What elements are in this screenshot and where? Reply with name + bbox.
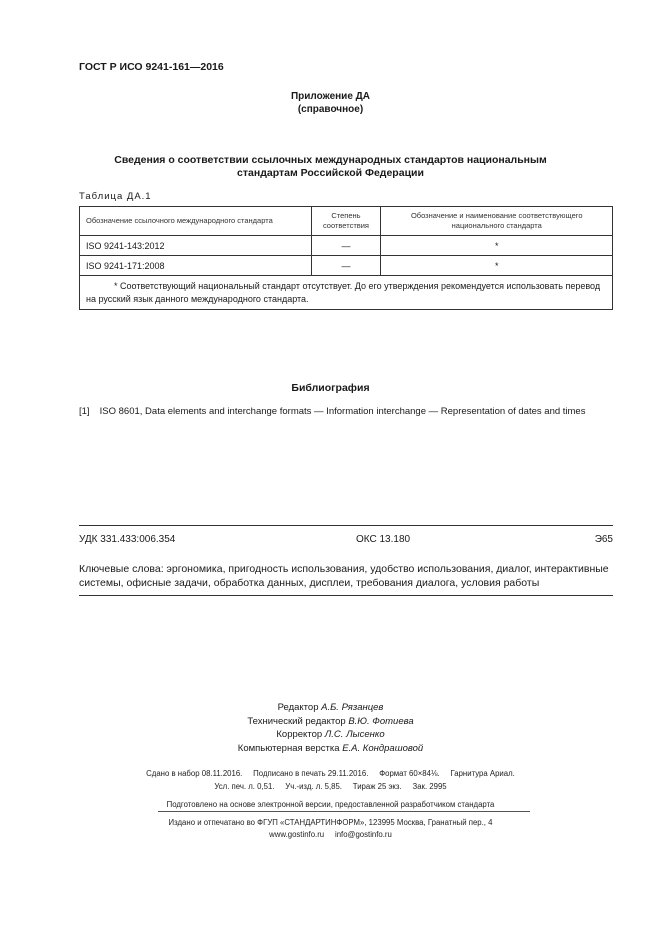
bibliography-item [79, 406, 585, 417]
header-standard: Обозначение ссылочного международного стандарта [80, 207, 312, 236]
correspondence-table [79, 206, 613, 310]
header-degree [311, 207, 381, 236]
imprint-divider [158, 811, 530, 812]
cell-standard: ISO 9241-171:2008 [80, 256, 312, 276]
imprint-source-note: Подготовлено на основе электронной версии, предоставленной разработчиком стандарта [166, 800, 495, 809]
credits-block [0, 701, 661, 755]
document-code: ГОСТ Р ИСО 9241-161—2016 [79, 61, 224, 73]
imprint-publisher: Издано и отпечатано во ФГУП «СТАНДАРТИНФОРМ», 123995 Москва, Гранатный пер., 4 [168, 818, 493, 827]
cell-national: * [381, 236, 613, 256]
credit-layout: Компьютерная верстка Е.А. Кондрашовой [237, 742, 424, 754]
table-row [80, 256, 613, 276]
cell-standard: ISO 9241-143:2012 [80, 236, 312, 256]
header-degree-line: соответствия [322, 221, 369, 230]
bibliography-item-text: ISO 8601, Data elements and interchange formats — Information interchange — Representation of dates and times [99, 406, 586, 417]
section-title [0, 154, 661, 180]
appendix-subtitle: (справочное) [297, 104, 364, 115]
header-national [381, 207, 613, 236]
cell-degree: — [311, 256, 381, 276]
imprint-contacts: www.gostinfo.ru info@gostinfo.ru [269, 830, 392, 839]
imprint-print-details: Сдано в набор 08.11.2016. Подписано в печать 29.11.2016. Формат 60×84⅛. Гарнитура Ариал. [146, 769, 515, 778]
header-degree-line: Степень [331, 211, 361, 220]
section-title-line: стандартам Российской Федерации [237, 167, 424, 179]
imprint-volume-details: Усл. печ. л. 0,51. Уч.-изд. л. 5,85. Тираж 25 экз. Зак. 2995 [214, 782, 447, 791]
category-code: Э65 [594, 534, 613, 545]
header-national-line: национального стандарта [451, 221, 542, 230]
table-note-row [80, 276, 613, 310]
header-national-line: Обозначение и наименование соответствующего [410, 211, 583, 220]
cell-national: * [381, 256, 613, 276]
table-caption: Таблица ДА.1 [79, 191, 152, 202]
table-note: * Соответствующий национальный стандарт отсутствует. До его утверждения рекомендуется использовать перевод на русский язык данного международного стандарта. [80, 276, 613, 310]
credit-tech-editor: Технический редактор В.Ю. Фотиева [247, 715, 414, 727]
classification-line [79, 534, 613, 545]
footer-top-divider [79, 525, 613, 526]
table-header-row [80, 207, 613, 236]
table-row [80, 236, 613, 256]
bibliography-item-number: [1] [79, 406, 90, 417]
udk-code: УДК 331.433:006.354 [79, 534, 176, 545]
section-title-line: Сведения о соответствии ссылочных международных стандартов национальным [114, 154, 547, 166]
footer-bottom-divider [79, 595, 613, 596]
cell-degree: — [311, 236, 381, 256]
credit-editor: Редактор А.Б. Рязанцев [277, 702, 384, 713]
credit-corrector: Корректор Л.С. Лысенко [276, 729, 385, 740]
okc-code: ОКС 13.180 [356, 534, 411, 545]
appendix-title: Приложение ДА [290, 91, 371, 102]
bibliography-title: Библиография [291, 382, 370, 394]
keywords: Ключевые слова: эргономика, пригодность использования, удобство использования, диалог, интерактивные системы, офисные задачи, обработка данных, дисплеи, требования диалога, условия работы [79, 563, 609, 589]
